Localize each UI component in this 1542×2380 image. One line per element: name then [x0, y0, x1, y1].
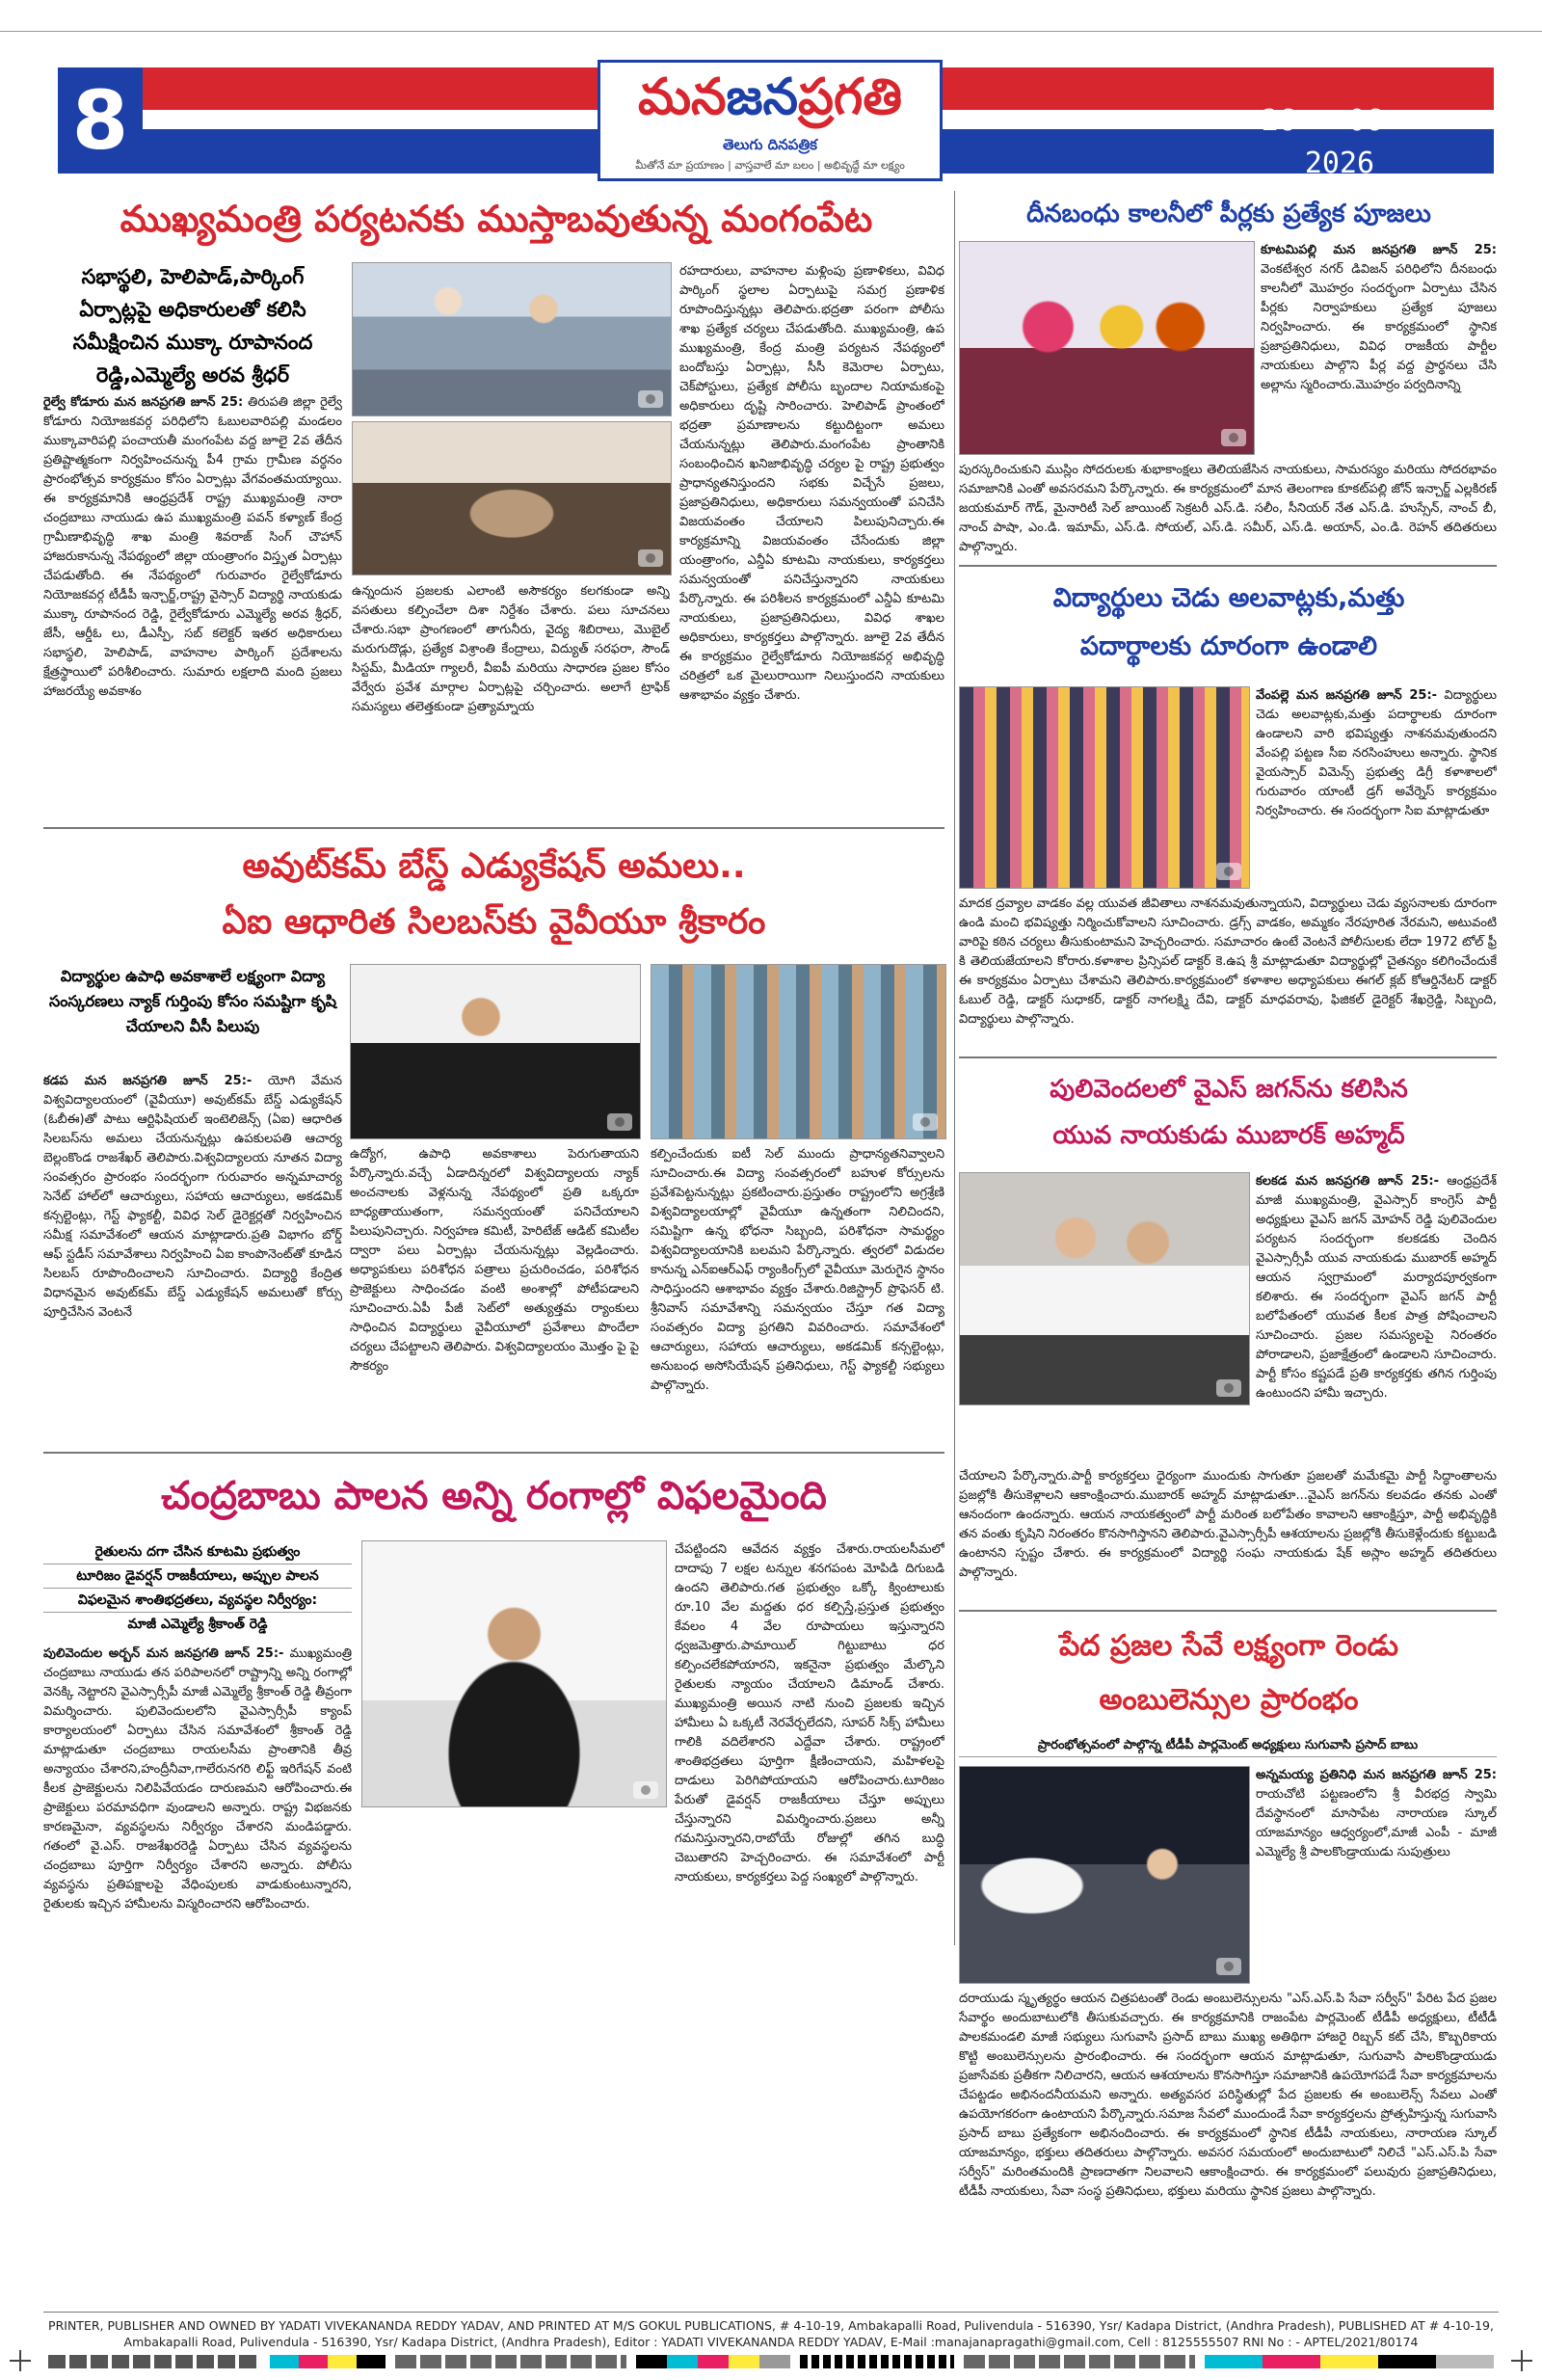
text-dinabandhu-col1: వెంకటేశ్వర నగర్ డివిజన్ పరిధిలోని దీనబంధు కాలనీలో మొహర్రం సందర్భంగా ఏర్పాటు చేసిన పీర్లకు నిర్వాహకులు ప్రత్యేక పూజలు నిర్వహించారు. ఈ కార్యక్రమంలో స్థానిక ప్రజాప్రతినిధులు, వివిధ రాజకీయ పార్టీల నాయకులు పాల్గొని పీర్ల వద్ద ప్రార్థనలు చేసి అల్లాను స్మరించారు.మొహర్రం పర్వదినాన్ని	[1261, 262, 1497, 392]
logo-tagline: మీతోనే మా ప్రయాణం | వాస్తవాలే మా బలం | అభివృద్ధే మా లక్ష్యం	[635, 159, 905, 172]
subhead-cm-visit: సభాస్థలి, హెలిపాడ్,పార్కింగ్ ఏర్పాట్లపై అధికారులతో కలిసి సమీక్షించిన ముక్కా రూపానంద రెడ్డి,ఎమ్మెల్యే అరవ శ్రీధర్	[72, 265, 313, 387]
newspaper-logo	[598, 60, 943, 181]
camera-icon	[1216, 863, 1241, 880]
divider	[959, 565, 1497, 567]
footer-divider	[43, 2312, 1499, 2313]
footer-imprint: PRINTER, PUBLISHER AND OWNED BY YADATI VIVEKANANDA REDDY YADAV, AND PRINTED AT M/S GOKUL PUBLICATIONS, # 4-10-19, Ambakapalli Road, Pulivendula - 516390, Ysr/ Kadapa District, (Andhra Pradesh), PUBLISHED AT # 4-10-19, Ambakapalli Road, Pulivendula - 516390, Ysr/ Kadapa District, (Andhra Pradesh), Editor : YADATI VIVEKANANDA REDDY YADAV, E-Mail :manajanapragathi@gmail.com, Cell : 8125555507 RNI No : - APTEL/2021/80174	[48, 2318, 1494, 2349]
photo-srikanth-reddy-press	[361, 1540, 667, 1807]
logo-title-part2: జన	[726, 68, 799, 126]
headline-students-line2: పదార్థాలకు దూరంగా ఉండాలి	[1079, 631, 1378, 661]
article-education-col3: కల్పించేందుకు ఐటీ సెల్ ముందు ప్రాధాన్యతనివ్వాలని సూచించారు.ఈ విద్యా సంవత్సరంలో బహుళ కోర్సులను ప్రవేశపెట్టనున్నట్లు ప్రకటించారు.ప్రస్తుతం రాష్ట్రంలోని అగ్రశ్రేణి విశ్వవిద్యాలయాల్లో వైవీయూ ఉన్నతంగా నిలిచిందని, సమిష్టిగా ఉన్న భోధనా సిబ్బంది, పరిశోధనా సామర్థ్యం విశ్వవిద్యాలయానికి బలమని పేర్కొన్నారు. త్వరలో విడుదల కానున్న ఎన్ఐఆర్ఎఫ్ ర్యాంకింగ్స్‌లో వైవీయూ మెరుగైన స్థానం సాధిస్తుందని ఆశాభావం వ్యక్తం చేశారు.రిజిస్ట్రార్ ప్రొఫెసర్ టి. శ్రీనివాస్ సమావేశాన్ని సమన్వయం చేస్తూ గత విద్యా సంవత్సరం విద్యా ప్రగతిని వివరించారు. సమావేశంలో ఆచార్యులు, సహాయ ఆచార్యులు, అకడమిక్ కన్సల్టెంట్లు, అనుబంధ అసోసియేషన్ ప్రతినిధులు, గెస్ట్ ఫ్యాకల్టీ సభ్యులు పాల్గొన్నారు.	[651, 1147, 944, 1393]
dateline-students: వేంపల్లె మన జనప్రగతి జూన్ 25:-	[1256, 688, 1438, 703]
article-education-col2: ఉద్యోగ, ఉపాధి అవకాశాలు పెరుగుతాయని పేర్కొన్నారు.వచ్చే ఏడాదిన్నరలో విశ్వవిద్యాలయ న్యాక్ అంచనాలకు వెళ్లనున్న నేపథ్యంలో ప్రతి ఒక్కరూ బాధ్యతాయుతంగా, సమన్వయంతో పనిచేయాలని పిలుపునిచ్చారు. నిర్వహణ కమిటీ, హెరిటేజ్ ఆడిట్ కమిటీల ద్వారా పలు ఏర్పాట్లు చేయనున్నట్లు వెల్లడించారు. అధ్యాపకులు పరిశోధన పత్రాలు ప్రచురించడం, పరిశోధన ప్రాజెక్టులు సాధించడం వంటి అంశాల్లో పోటీపడాలని సూచించారు.ఏపీ పీజీ సెట్‌లో అత్యుత్తమ ర్యాంకులు సాధించిన విద్యార్థులు వైవీయూలో ప్రవేశాలు పొందేలా చర్యలు చేపట్టాలని తెలిపారు. విశ్వవిద్యాలయం మొత్తం పై పై సౌకర్యం	[350, 1147, 639, 1374]
camera-icon	[1216, 1379, 1241, 1397]
article-jagan-col1	[1256, 1172, 1497, 1461]
dateline-ambulance: అన్నమయ్య ప్రతినిధి మన జనప్రగతి జూన్ 25:	[1256, 1768, 1497, 1782]
article-cm-visit-col2: ఉన్నందున ప్రజలకు ఎలాంటి అసౌకర్యం కలగకుండా అన్ని వసతులు కల్పించేలా దిశా నిర్దేశం చేశారు. పలు సూచనలు చేశారు.సభా ప్రాంగణంలో తాగునీరు, వైద్య శిబిరాలు, మొబైల్ మరుగుదొడ్లు, ప్రత్యేక విశ్రాంతి కేంద్రాలు, విద్యుత్ సరఫరా, సౌండ్ సిస్టమ్, మీడియా గ్యాలరీ, వీఐపీ మరియు సాధారణ ప్రజల కోసం వేర్వేరు ప్రవేశ మార్గాల ఏర్పాట్లపై చర్చించారు. అలాగే ట్రాఫిక్ సమస్యలు తలెత్తకుండా ప్రత్యామ్నాయ	[352, 584, 670, 714]
article-cm-visit-col3: రహదారులు, వాహనాల మళ్లింపు ప్రణాళికలు, వివిధ పార్కింగ్ స్థలాల ఏర్పాటుపై సమగ్ర ప్రణాళిక రూపొందిస్తున్నట్లు తెలిపారు.భద్రతా పరంగా పోలీసు శాఖ ప్రత్యేక చర్యలు చేపడుతోంది. ముఖ్యమంత్రి, ఉప ముఖ్యమంత్రి, కేంద్ర మంత్రి పర్యటన నేపథ్యంలో బందోబస్తు ఏర్పాట్లు, సీసీ కెమెరాల ఏర్పాటు, చెక్‌పోస్టులు, ప్రత్యేక పోలీసు బృందాల నియామకంపై అధికారులు దృష్టి సారించారు. హెలిపాడ్ ప్రాంతంలో భద్రతా ప్రమాణాలను కట్టుదిట్టంగా అమలు చేయనున్నట్లు తెలిపారు.మంగంపేట ప్రాంతానికి సంబంధించిన ఖనిజాభివృద్ధి చర్యల పై రాష్ట్ర ప్రభుత్వం ప్రాధాన్యతనిస్తుందని సభకు విచ్చేసే ప్రజలు, ప్రజాప్రతినిధులు, అధికారులు సమన్వయంతో పనిచేసి విజయవంతం చేయాలని పిలుపునిచ్చారు.ఈ కార్యక్రమాన్ని విజయవంతం చేసేందుకు జిల్లా యంత్రాంగం, ఎన్డీఏ కూటమి నాయకులు, కార్యకర్తలు సమన్వయంతో పనిచేస్తున్నారని నాయకులు పేర్కొన్నారు. ఈ పరిశీలన కార్యక్రమంలో ఎన్డీఏ కూటమి నాయకులు, ప్రజాప్రతినిధులు, వివిధ శాఖల అధికారులు, కార్యకర్తలు పాల్గొన్నారు. జూలై 2వ తేదీన ఈ కార్యక్రమం రైల్వేకోడూరు నియోజకవర్గ అభివృద్ధి చరిత్రలో ఒక మైలురాయిగా నిలుస్తుందని నాయకులు ఆశాభావం వ్యక్తం చేశారు.	[679, 264, 944, 703]
subhead-chandrababu-4: మాజీ ఎమ్మెల్యే శ్రీకాంత్ రెడ్డి	[127, 1617, 268, 1632]
photo-officials-inspection	[352, 262, 672, 416]
article-students-col1	[1256, 686, 1497, 887]
subhead-ambulance: ప్రారంభోత్సవంలో పాల్గొన్న టీడీపీ పార్లమెంట్ అధ్యక్షులు సుగువాసి ప్రసాద్ బాబు	[959, 1735, 1497, 1757]
headline-cm-visit: ముఖ్యమంత్రి పర్యటనకు ముస్తాబవుతున్న మంగంపేట	[120, 198, 873, 240]
logo-title-part1: మన	[637, 68, 727, 126]
logo-title	[600, 68, 940, 139]
subhead-education: విద్యార్థుల ఉపాధి అవకాశాలే లక్ష్యంగా విద్యా సంస్కరణలు న్యాక్ గుర్తింపు కోసం సమష్టిగా కృషి చేయాలని వీసీ పిలుపు	[48, 967, 336, 1035]
article-chandrababu-col2b	[361, 1814, 665, 2308]
logo-title-part3: ప్రగతి	[798, 68, 902, 126]
article-chandrababu-col2: చేపట్టిందని ఆవేదన వ్యక్తం చేశారు.రాయలసీమలో దాదాపు 7 లక్షల టన్నుల శనగపంట మోపిడి దిగుబడి ఉందని తెలిపారు.గత ప్రభుత్వం ఒక్కో క్వింటాలుకు రూ.10 వేల మద్దతు ధర కల్పిస్తే,ప్రస్తుత ప్రభుత్వం కేవలం 4 వేల రూపాయలు ఇస్తున్నారని ధ్వజమెత్తారు.పామాయిల్ గిట్టుబాటు ధర కల్పించలేకపోయారని, ఇకనైనా ప్రభుత్వం మేల్కొని రైతులకు న్యాయం చేయాలని డిమాండ్ చేశారు. ముఖ్యమంత్రి అయిన నాటి నుంచి ప్రజలకు ఇచ్చిన హామీలు ఏ ఒక్కటీ నెరవేర్చలేదని, సూపర్ సిక్స్ హామీలు గాలికి వదిలేశారని ఎద్దేవా చేశారు. రాష్ట్రంలో శాంతిభద్రతలు పూర్తిగా క్షీణించాయని, మహిళలపై దాడులు పెరిగిపోయాయని ఆరోపించారు.టూరిజం పేరుతో డైవర్షన్ రాజకీయాలు చేస్తూ అప్పులు చేస్తున్నారని విమర్శించారు.ప్రజలు అన్నీ గమనిస్తున్నారని,రాబోయే రోజుల్లో తగిన బుద్ధి చెబుతారని హెచ్చరించారు. ఈ సమావేశంలో పార్టీ నాయకులు, కార్యకర్తలు పెద్ద సంఖ్యలో పాల్గొన్నారు.	[675, 1542, 944, 1885]
subhead-chandrababu-3: విఫలమైన శాంతిభద్రతలు, వ్యవస్థల నిర్వీర్యం:	[43, 1589, 352, 1613]
article-chandrababu-col1	[43, 1645, 352, 2308]
camera-icon	[638, 549, 663, 567]
print-colorbar-gray-right	[964, 2355, 1195, 2368]
divider	[43, 1452, 944, 1454]
print-colorbar-cmyk-1	[270, 2355, 386, 2368]
headline-jagan-line1: పులివెందలలో వైఎస్ జగన్‌ను కలిసిన	[1050, 1075, 1408, 1104]
headline-ambulance-line2: అంబులెన్సుల ప్రారంభం	[1099, 1683, 1359, 1717]
registration-crosshair-left	[10, 2350, 31, 2371]
headline-education-line2: ఏఐ ఆధారిత సిలబస్‌కు వైవీయూ శ్రీకారం	[222, 902, 766, 942]
headline-students-line1: విద్యార్థులు చెడు అలవాట్లకు,మత్తు	[1052, 583, 1405, 613]
photo-anti-drug-awareness	[959, 686, 1250, 889]
article-ambulance-col1	[1256, 1766, 1497, 1982]
camera-icon	[633, 1781, 658, 1799]
text-students-col1: విద్యార్థులు చెడు అలవాట్లకు,మత్తు పదార్థాలకు దూరంగా ఉండాలని వారి భవిష్యత్తు నాశనమవుతుందని వేంపల్లి పట్టణ సీఐ నరసింహులు అన్నారు. స్థానిక వైయస్సార్ విమెన్స్ ప్రభుత్వ డిగ్రీ కళాశాలలో గురువారం యాంటీ డ్రగ్ అవేర్నెస్ కార్యక్రమం నిర్వహించారు. ఈ సందర్భంగా సిఐ మాట్లాడుతూ	[1256, 688, 1497, 818]
article-students-rest: మాదక ద్రవ్యాల వాడకం వల్ల యువత జీవితాలు నాశనమవుతున్నాయని, విద్యార్థులు చెడు వ్యసనాలకు దూరంగా ఉండి మంచి భవిష్యత్తు నిర్మించుకోవాలని సూచించారు. డ్రగ్స్ వాడకం, అమ్మకం నేరపూరిత నేరమని, అటువంటి వారిపై కఠిన చర్యలు తీసుకుంటామని హెచ్చరించారు. సమాచారం ఉంటే వెంటనే పోలీసులకు లేదా 1972 టోల్ ఫ్రీ కి తెలియజేయాలని కోరారు.కళాశాల ప్రిన్సిపల్ డాక్టర్ కె.ఉష శ్రీ మాట్లాడుతూ విద్యార్థుల్లో చైతన్యం కలిగించేందుకే ఈ కార్యక్రమం ఏర్పాటు చేశామని తెలిపారు.కార్యక్రమంలో కళాశాల అధ్యాపకులు ఈగల్ క్లబ్ కోఆర్డినేటర్ డాక్టర్ ఓబుల్ రెడ్డి, డాక్టర్ సుధాకర్, డాక్టర్ నాగలక్ష్మి దేవి, డాక్టర్ మాధవరావు, ఫిజికల్ డైరెక్టర్ శేఖర్రెడ్డి, సిబ్బంది, విద్యార్థులు పాల్గొన్నారు.	[959, 896, 1497, 1027]
dateline-dinabandhu: కూటమిపల్లి మన జనప్రగతి జూన్ 25:	[1261, 243, 1497, 257]
headline-chandrababu: చంద్రబాబు పాలన అన్ని రంగాల్లో విఫలమైంది	[161, 1474, 827, 1518]
text-chandrababu-col1: ముఖ్యమంత్రి చంద్రబాబు నాయుడు తన పరిపాలనలో రాష్ట్రాన్ని అన్ని రంగాల్లో వెనక్కి నెట్టారని వైఎస్సార్సీపీ మాజీ ఎమ్మెల్యే శ్రీకాంత్ రెడ్డి తీవ్రంగా విమర్శించారు. పులివెందులలోని వైఎస్సార్సీపీ క్యాంప్ కార్యాలయంలో ఏర్పాటు చేసిన సమావేశంలో శ్రీకాంత్ రెడ్డి మాట్లాడుతూ చంద్రబాబు రాయలసీమ ప్రాంతానికి తీవ్ర అన్యాయం చేశారని,హంద్రీనీవా,గాలేరునగరి లిఫ్ట్ ఇరిగేషన్ వంటి కీలక ప్రాజెక్టులను నిలిపివేయడం దారుణమని ఆరోపించారు.ఈ ప్రాజెక్టులు పరమావధిగా వుండాలని అన్నారు. రాష్ట్ర విభజనకు కారణమైనా, వ్యవస్థలను నిర్వీర్యం చేశారని మండిపడ్డారు. గతంలో వై.ఎస్. రాజశేఖరరెడ్డి ఏర్పాటు చేసిన వ్యవస్థలను చంద్రబాబు పూర్తిగా నిర్వీర్యం చేశారని అన్నారు. పోలీసు వ్యవస్థను ప్రతిపక్షాలపై వేధింపులకు వాడుకుంటున్నారని, రైతులకు ఇచ్చిన హామీలను విస్మరించారని ఆరోపించారు.	[43, 1646, 352, 1912]
camera-icon	[913, 1113, 938, 1131]
photo-review-meeting	[352, 421, 672, 575]
text-cm-visit-col1: తిరుపతి జిల్లా రైల్వే కోడూరు నియోజకవర్గ పరిధిలోని ఓబులవారిపల్లి మండలం ముక్కావారిపల్లి పంచాయతీ మంగంపేట వద్ద జూలై 2వ తేదీన ప్రతిష్టాత్మకంగా నిర్వహించనున్న పీ4 గ్రామ గ్రామీణ వర్ధనం ప్రారంభోత్సవ కార్యక్రమం కోసం ఏర్పాట్లు వేగవంతమయ్యాయి. ఈ కార్యక్రమానికి ఆంధ్రప్రదేశ్ రాష్ట్ర ముఖ్యమంత్రి నారా చంద్రబాబు నాయుడు ఉప ముఖ్యమంత్రి పవన్ కళ్యాణ్ కేంద్ర గ్రామీణాభివృద్ధి శాఖ మంత్రి శివరాజ్ సింగ్ చౌహాన్ హాజరుకానున్న నేపథ్యంలో జిల్లా యంత్రాంగం విస్తృత ఏర్పాట్లు చేపడుతోంది. ఈ నేపథ్యంలో గురువారం రైల్వేకోడూరు నియోజకవర్గ టీడీపీ ఇన్చార్జ్,రాష్ట్ర వైస్సార్ విద్యార్థి నాయకుడు ముక్కా రూపానంద రెడ్డి, రైల్వేకోడూరు ఎమ్మెల్యే అరవ శ్రీధర్, జేసీ, ఆర్డీఓ లు, డీఎస్పీ, సబ్ కలెక్టర్ ఇతర అధికారులు సభాస్థలి, హెలిపాడ్, వాహనాల పార్కింగ్ ప్రదేశాలను క్షేత్రస్థాయిలో పరిశీలించారు. సుమారు లక్షలాది మంది ప్రజలు హాజరయ్యే అవకాశం	[43, 395, 342, 699]
headline-ambulance-line1: పేద ప్రజల సేవే లక్ష్యంగా రెండు	[1058, 1629, 1399, 1663]
print-colorbar-cmyk-3	[1205, 2355, 1494, 2368]
print-colorbar-gray-mid	[395, 2355, 626, 2368]
camera-icon	[1221, 429, 1246, 446]
text-jagan-col1: ఆంధ్రప్రదేశ్ మాజీ ముఖ్యమంత్రి, వైఎస్సార్ కాంగ్రెస్ పార్టీ అధ్యక్షులు వైఎస్ జగన్ మోహన్ రెడ్డి పులివెందుల పర్యటన సందర్భంగా కలకడకు చెందిన వైఎస్సార్సీపీ యువ నాయకుడు ముబారక్ అహ్మద్ ఆయన స్వగ్రామంలో మర్యాదపూర్వకంగా కలిశారు. ఈ సందర్భంగా వైఎస్ జగన్ పార్టీ బలోపేతంలో యువత కీలక పాత్ర పోషించాలని సూచించారు. ప్రజల సమస్యలపై నిరంతరం పోరాడాలని, ప్రజాక్షేత్రంలో ఉండాలని సూచించారు. పార్టీ కోసం కష్టపడే ప్రతి కార్యకర్తకు తగిన గుర్తింపు ఉంటుందని హామీ ఇచ్చారు.	[1256, 1174, 1497, 1401]
photo-mubarak-with-jagan	[959, 1172, 1250, 1405]
registration-crosshair-right	[1511, 2350, 1532, 2371]
logo-subtitle: తెలుగు దినపత్రిక	[723, 136, 817, 153]
page-number: 8	[58, 67, 143, 174]
dateline-chandrababu: పులివెందుల అర్బన్ మన జనప్రగతి జూన్ 25:-	[43, 1646, 284, 1661]
article-ambulance-rest: దరాయుడు స్మృత్యర్థం ఆయన చిత్రపటంతో రెండు అంబులెన్సులను "ఎస్.ఎస్.పి సేవా సర్వీస్" పేరిట పేద ప్రజల సేవార్థం అందుబాటులోకి తీసుకువచ్చారు. ఈ కార్యక్రమానికి రాజంపేట పార్లమెంట్ టీడీపీ అధ్యక్షులు, టీటీడీ పాలకమండలి మాజీ సభ్యులు సుగువాసి ప్రసాద్ బాబు ముఖ్య అతిథిగా హాజరై రిబ్బన్ కట్ చేసి, కొబ్బరికాయ కొట్టి అంబులెన్సులను ప్రారంభించారు. ఈ సందర్భంగా ఆయన మాట్లాడుతూ, సుగువాసి పాలకొండ్రాయుడు ప్రజాసేవకు ప్రతీకగా నిలిచారని, ఆయన ఆశయాలను కొనసాగిస్తూ సమాజానికి ఉపయోగపడే సేవా కార్యక్రమాలను చేపట్టడం అభినందనీయమని అన్నారు. అత్యవసర పరిస్థితుల్లో పేద ప్రజలకు ఈ అంబులెన్స్ సేవలు ఎంతో ఉపయోగకరంగా ఉంటాయని పేర్కొన్నారు.సమాజ సేవలో ముందుండే సేవా కార్యకర్తలను ప్రోత్సహిస్తున్న సుగువాసి ప్రసాద్ బాబు ప్రత్యేకంగా అభినందించారు. ఈ కార్యక్రమంలో స్థానిక టీడీపీ నాయకులు, నారాయణ స్కూల్ యాజమాన్యం, భక్తులు తదితరులు పాల్గొన్నారు. అవసర సమయంలో అందుబాటులో నిలిచే "ఎస్.ఎస్.పి సేవా సర్వీస్" మరింతమందికి ప్రాణదాతగా నిలవాలని ఆకాంక్షించారు. ఈ కార్యక్రమంలో పలువురు ప్రజాప్రతినిధులు, టీడీపీ నాయకులు, సేవా సంస్థ ప్రతినిధులు, భక్తులు మరియు స్థానిక ప్రజలు పాల్గొన్నారు.	[959, 1992, 1497, 2199]
headline-education-line1: అవుట్‌కమ్ బేస్డ్ ఎడ్యుకేషన్ అమలు..	[242, 846, 746, 886]
print-colorbar-black	[800, 2355, 954, 2368]
subhead-chandrababu-2: టూరిజం డైవర్షన్ రాజకీయాలు, అప్పుల పాలన	[43, 1564, 352, 1589]
photo-ambulance-launch	[959, 1766, 1250, 1984]
top-trim-line	[0, 31, 1542, 32]
subheads-chandrababu	[43, 1540, 352, 1636]
divider	[959, 1610, 1497, 1612]
article-education-col1	[43, 1072, 342, 1442]
camera-icon	[638, 390, 663, 408]
print-colorbar-cmyk-2	[636, 2355, 790, 2368]
masthead-band-left	[143, 67, 598, 174]
divider	[43, 827, 944, 829]
headline-jagan-line2: యువ నాయకుడు ముబారక్ అహ్మద్	[1052, 1121, 1405, 1150]
divider	[959, 1056, 1497, 1058]
photo-vc-speaking	[350, 964, 641, 1139]
article-dinabandhu-col1	[1261, 241, 1497, 453]
print-colorbar-gray-left	[48, 2355, 260, 2368]
photo-peerla-pooja	[959, 241, 1255, 455]
dateline-cm-visit: రైల్వే కోడూరు మన జనప్రగతి జూన్ 25:	[43, 395, 244, 410]
article-cm-visit-col1	[43, 393, 342, 817]
photo-faculty-audience	[651, 964, 946, 1139]
subhead-chandrababu-1: రైతులను దగా చేసిన కూటమి ప్రభుత్వం	[43, 1540, 352, 1564]
article-jagan-rest: చేయాలని పేర్కొన్నారు.పార్టీ కార్యకర్తలు ధైర్యంగా ముందుకు సాగుతూ ప్రజలతో మమేకమై పార్టీ సిద్ధాంతాలను ప్రజల్లోకి తీసుకెళ్లాలని ఆకాంక్షించారు.ముబారక్ అహ్మద్ మాట్లాడుతూ...వైఎస్ జగన్‌ను కలవడం తనకు ఎంతో ఆనందంగా ఉందన్నారు. ఆయన నాయకత్వంలో పార్టీ మరింత బలోపేతం కావాలని ఆకాంక్షిస్తూ, పార్టీ అభివృద్ధికి తన వంతు కృషిని నిరంతరం కొనసాగిస్తానని తెలిపారు.వైఎస్సార్సీపీ ఆశయాలను ప్రజల్లోకి తీసుకెళ్లేందుకు కట్టుబడి ఉంటానని స్పష్టం చేశారు. ఈ కార్యక్రమంలో విద్యార్థి సంఘ నాయకుడు షేక్ అస్లాం అహ్మద్ తదితరులు పాల్గొన్నారు.	[959, 1469, 1497, 1580]
camera-icon	[607, 1113, 632, 1131]
headline-dinabandhu: దీనబంధు కాలనీలో పీర్లకు ప్రత్యేక పూజలు	[1026, 200, 1431, 228]
dateline-education: కడప మన జనప్రగతి జూన్ 25:-	[43, 1074, 253, 1088]
text-ambulance-col1: రాయచోటి పట్టణంలోని శ్రీ వీరభద్ర స్వామి దేవస్థానంలో మాసాపేట నారాయణ స్కూల్ యాజమాన్యం ఆధ్వర్యంలో,మాజీ ఎంపీ - మాజీ ఎమ్మెల్యే శ్రీ పాలకొండ్రాయుడు సుపుత్రులు	[1256, 1787, 1497, 1859]
dateline-jagan: కలకడ మన జనప్రగతి జూన్ 25:-	[1256, 1174, 1439, 1189]
text-education-col1: యోగి వేమన విశ్వవిద్యాలయంలో (వైవీయూ) అవుట్‌కమ్ బేస్డ్ ఎడ్యుకేషన్ (ఓబీఈ)తో పాటు ఆర్టిఫిషియల్ ఇంటెలిజెన్స్ (ఏఐ) ఆధారిత సిలబస్‌ను అమలు చేయనున్నట్లు ఉపకులపతి ఆచార్య బెల్లంకొండ రాజశేఖర్ తెలిపారు.విశ్వవిద్యాలయ నూతన విద్యా సంవత్సరం ప్రారంభం సందర్భంగా గురువారం అన్నమాచార్య సెనేట్ హాల్‌లో ఆచార్యులు, సహాయ ఆచార్యులు, అకడమిక్ కన్సల్టెంట్లు, గెస్ట్ ఫ్యాకల్టీ, వివిధ సెల్ డైరెక్టర్లతో నిర్వహించిన సమీక్ష సమావేశంలో ఆయన మాట్లాడారు.ప్రతి విభాగం బోర్డ్ ఆఫ్ స్టడీస్ సమావేశాలు నిర్వహించి ఏఐ కాంపొనెంట్‌తో కూడిన సిలబస్ రూపొందించాలని సూచించారు. విద్యార్థి కేంద్రిత విధానమైన అవుట్‌కమ్ బేస్డ్ ఎడ్యుకేషన్ అమలుతో కోర్సు పూర్తిచేసిన వెంటనే	[43, 1074, 342, 1320]
article-dinabandhu-rest: పురస్కరించుకుని ముస్లిం సోదరులకు శుభాకాంక్షలు తెలియజేసిన నాయకులు, సామరస్యం మరియు సోదరభావం సమాజానికి ఎంతో అవసరమని పేర్కొన్నారు. ఈ కార్యక్రమంలో మాన తెలంగాణ కూకట్‌పల్లి జోన్ ఇన్చార్జ్ ఎల్లకిరణ్ జయకుమార్ గౌడ్, మైనారిటీ సెల్ జాయింట్ సెక్రటరీ ఎస్.డి. సలీం, సీనియర్ నేత ఎస్.డి. హుస్సేన్, నాంచ్ బీ, నాంచ్ పాషా, ఎం.డి. ఇమామ్, ఎస్.డి. సోయల్, ఎస్.డి. సమీర్, ఎస్.డి. అయాన్, ఎం.డి. రెహన్ తదితరులు పాల్గొన్నారు.	[959, 463, 1497, 554]
column-divider	[954, 191, 955, 1945]
issue-date: 26 - 06 - 2026	[1261, 104, 1419, 180]
camera-icon	[1216, 1958, 1241, 1975]
